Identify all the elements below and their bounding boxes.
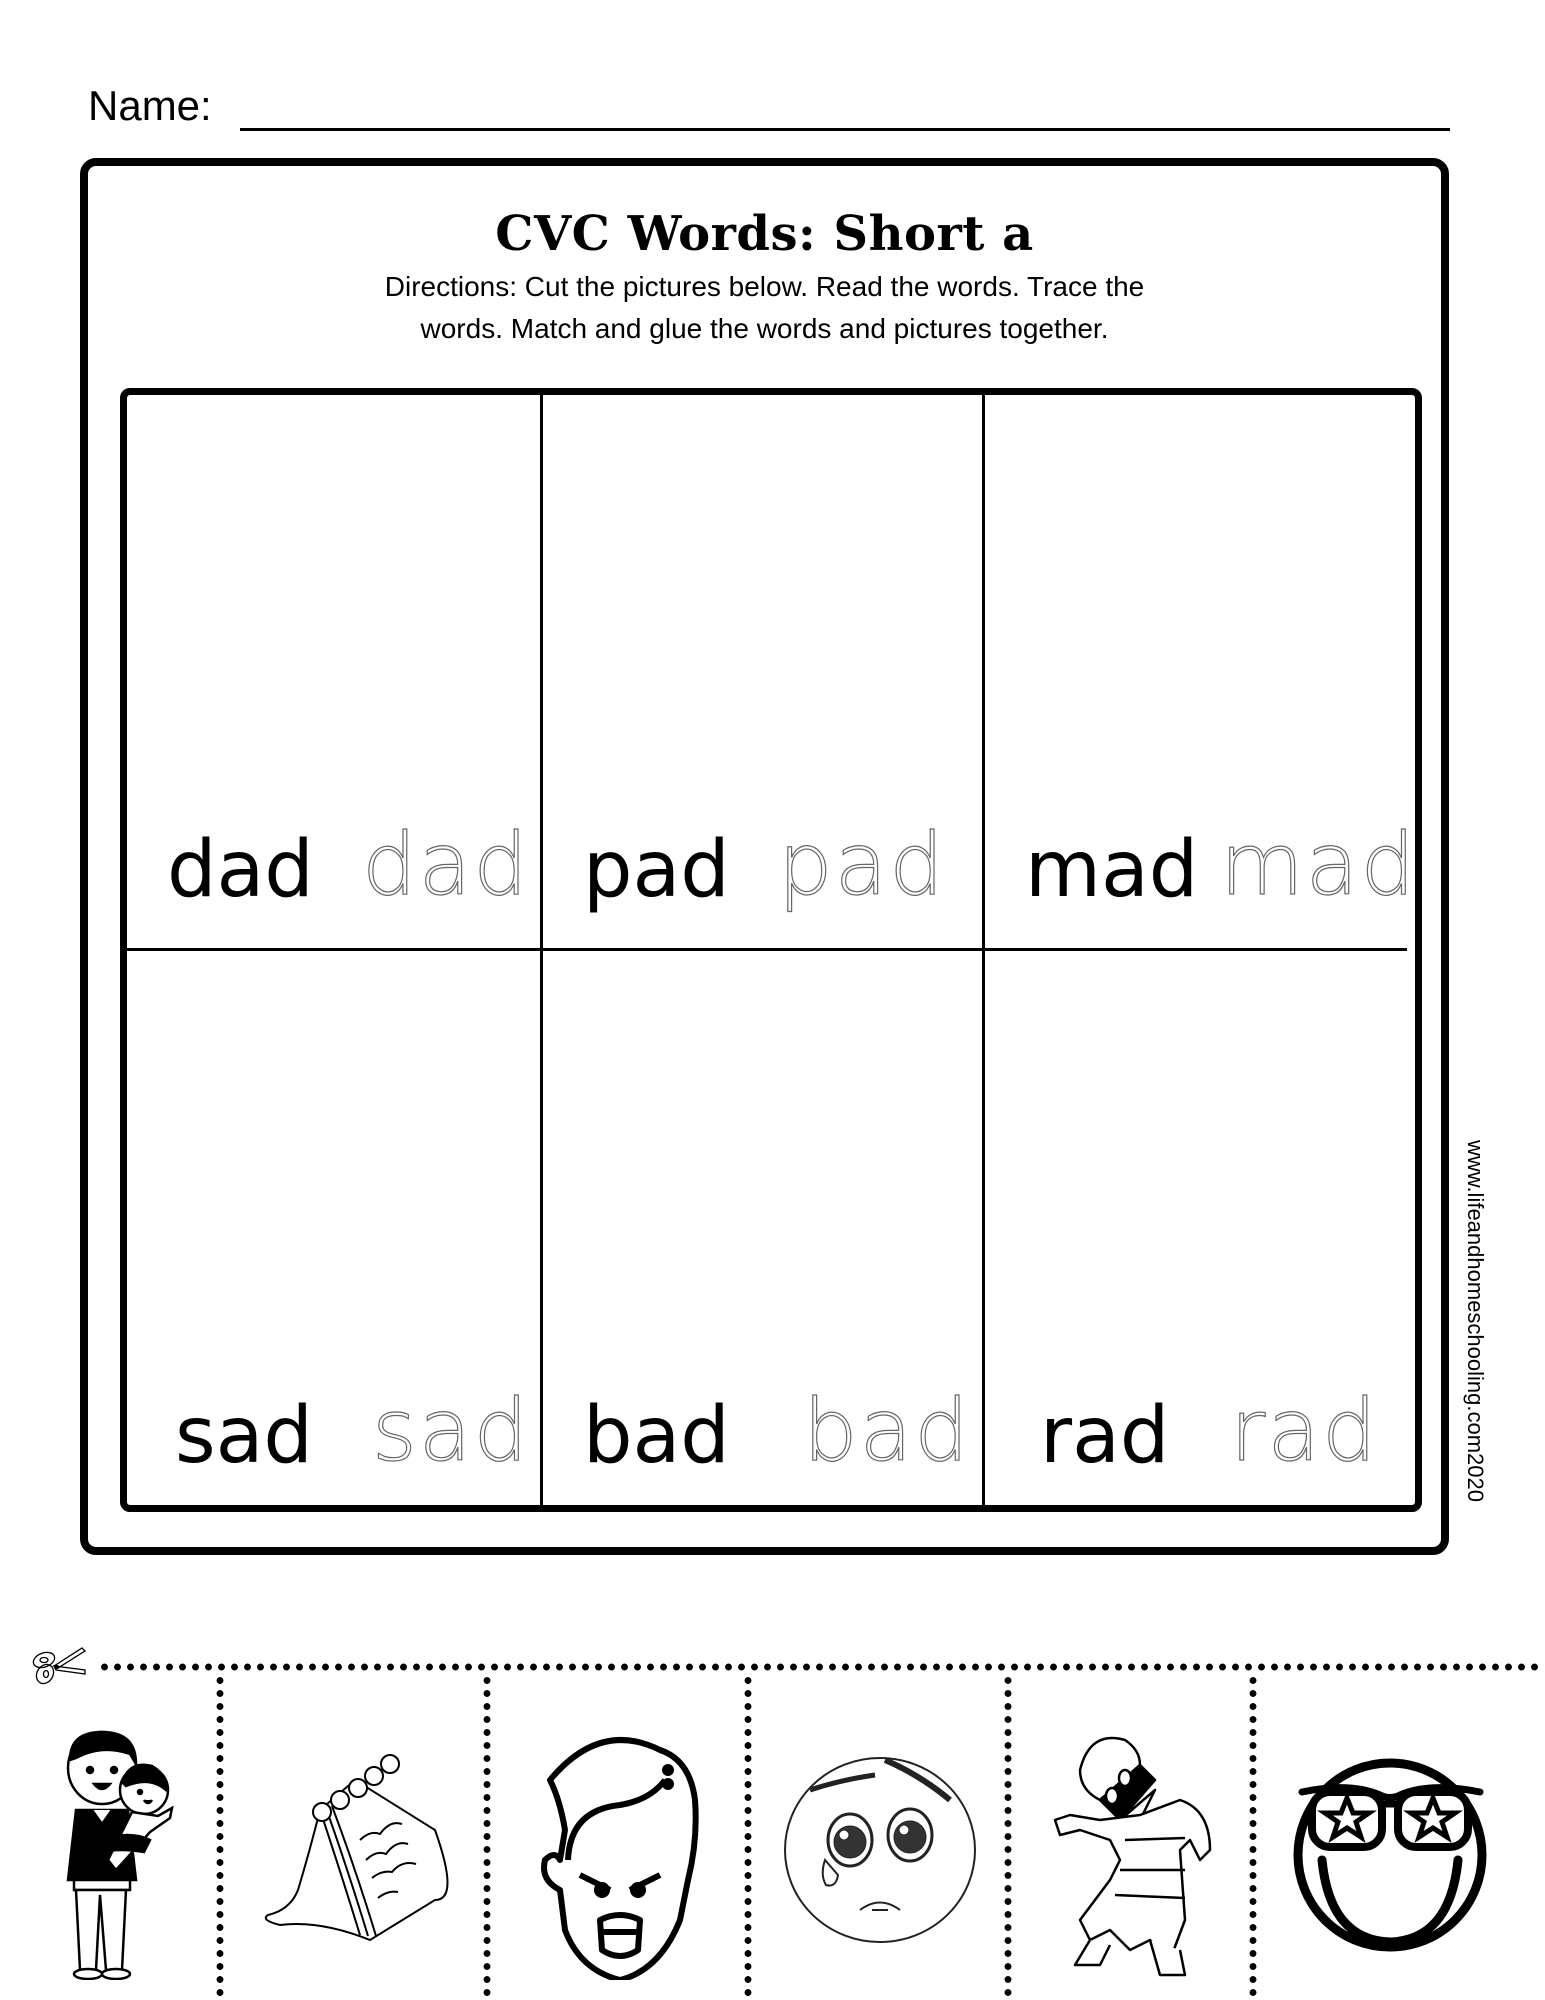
grid-cell-dad[interactable] <box>127 395 540 948</box>
word-label: pad <box>583 825 730 915</box>
cut-line-horizontal <box>98 1662 1538 1672</box>
grid-cell-bad[interactable] <box>543 951 982 1498</box>
trace-word[interactable]: rad <box>1230 1381 1379 1481</box>
name-label: Name: <box>88 82 212 129</box>
trace-word[interactable]: mad <box>1220 815 1418 915</box>
directions-line-1: Directions: Cut the pictures below. Read the words. Trace the <box>384 271 1145 302</box>
cut-line-vertical-2 <box>482 1674 492 2000</box>
trace-word[interactable]: bad <box>803 1381 971 1481</box>
cut-line-vertical-4 <box>1003 1674 1013 2000</box>
dad-holding-child-icon[interactable] <box>40 1720 200 1980</box>
robber-icon[interactable] <box>1030 1720 1230 1980</box>
word-label: sad <box>175 1391 313 1481</box>
directions <box>88 266 1441 350</box>
sad-face-icon[interactable] <box>780 1720 980 1980</box>
scissors-icon <box>30 1644 86 1688</box>
notepad-icon[interactable] <box>260 1720 450 1980</box>
grid-cell-mad[interactable] <box>985 395 1418 948</box>
grid-cell-sad[interactable] <box>127 951 540 1498</box>
cut-line-vertical-3 <box>743 1674 753 2000</box>
website-url: www.lifeandhomeschooling.com2020 <box>1463 1140 1488 1502</box>
word-label: dad <box>167 825 314 915</box>
directions-line-2: words. Match and glue the words and pictures together. <box>420 313 1109 344</box>
name-row <box>88 78 1448 138</box>
cut-line-vertical-5 <box>1248 1674 1258 2000</box>
trace-word[interactable]: dad <box>362 815 530 915</box>
grid-cell-rad[interactable] <box>985 951 1407 1498</box>
word-label: bad <box>583 1391 730 1481</box>
word-label: rad <box>1040 1391 1170 1481</box>
star-glasses-smiley-icon[interactable] <box>1290 1720 1490 1980</box>
trace-word[interactable]: pad <box>778 815 946 915</box>
worksheet-title: CVC Words: Short a <box>495 206 1034 262</box>
cut-line-vertical-1 <box>215 1674 225 2000</box>
word-label: mad <box>1025 825 1199 915</box>
name-input-line[interactable] <box>240 128 1450 131</box>
grid-cell-pad[interactable] <box>543 395 982 948</box>
trace-word[interactable]: sad <box>372 1381 531 1481</box>
word-grid <box>120 388 1422 1512</box>
angry-face-icon[interactable] <box>520 1720 720 1980</box>
